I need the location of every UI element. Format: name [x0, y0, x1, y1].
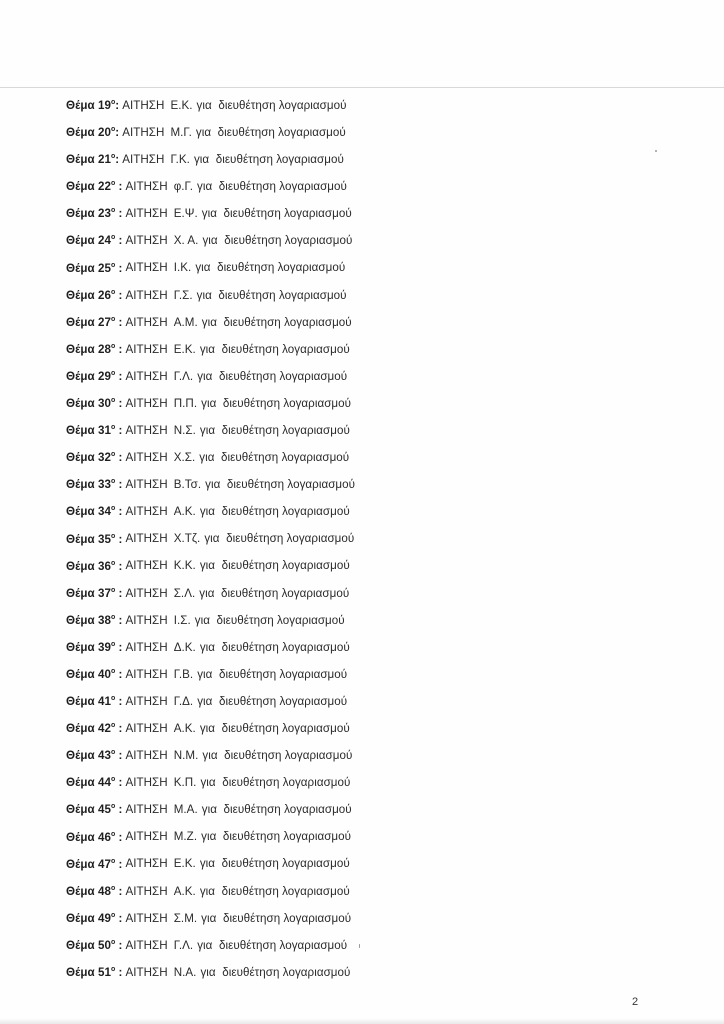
scan-bottom-edge	[0, 1018, 724, 1024]
item-ordinal-mark: ο	[110, 478, 116, 486]
item-description: για διευθέτηση λογαριασμού	[202, 234, 353, 248]
item-separator: :	[115, 613, 123, 627]
item-type: ΑΙΤΗΣΗ	[125, 342, 168, 356]
list-item	[66, 824, 355, 851]
item-type: ΑΙΤΗΣΗ	[125, 586, 168, 600]
item-type: ΑΙΤΗΣΗ	[125, 640, 168, 654]
item-initials: Γ.Β.	[173, 667, 194, 681]
agenda-item-list	[66, 92, 355, 986]
list-item	[66, 526, 355, 553]
item-initials: Ν.Α.	[173, 965, 197, 979]
item-ordinal-mark: ο	[110, 126, 116, 134]
item-description: για διευθέτηση λογαριασμού	[194, 613, 345, 627]
item-initials: Ε.Κ.	[173, 857, 196, 871]
item-separator: :	[115, 153, 120, 167]
item-description: για διευθέτηση λογαριασμού	[196, 288, 347, 302]
item-description: για διευθέτηση λογαριασμού	[197, 938, 348, 952]
item-separator: :	[115, 965, 123, 979]
item-number: Θέμα 45	[66, 803, 111, 817]
list-item	[66, 146, 355, 173]
item-ordinal-mark: ο	[110, 749, 116, 757]
item-initials: Ι.Σ.	[173, 613, 191, 627]
item-type: ΑΙΤΗΣΗ	[125, 532, 168, 546]
list-item	[66, 498, 355, 525]
item-type: ΑΙΤΗΣΗ	[125, 261, 168, 275]
item-type: ΑΙΤΗΣΗ	[125, 451, 168, 465]
item-type: ΑΙΤΗΣΗ	[125, 559, 168, 573]
list-item	[66, 715, 355, 742]
list-item	[66, 878, 355, 905]
page-number: 2	[632, 996, 639, 1008]
item-type: ΑΙΤΗΣΗ	[125, 965, 168, 979]
item-number: Θέμα 21	[66, 153, 111, 167]
item-ordinal-mark: ο	[110, 288, 116, 296]
list-item	[66, 742, 355, 769]
list-item	[66, 607, 355, 634]
item-ordinal-mark: ο	[110, 640, 116, 648]
item-number: Θέμα 36	[66, 559, 111, 573]
item-ordinal-mark: ο	[110, 234, 116, 242]
item-number: Θέμα 46	[66, 830, 111, 844]
item-type: ΑΙΤΗΣΗ	[125, 234, 168, 248]
item-number: Θέμα 50	[66, 938, 111, 952]
item-separator: :	[115, 423, 123, 437]
item-initials: Β.Τσ.	[173, 478, 202, 492]
list-item	[66, 363, 355, 390]
item-number: Θέμα 22	[66, 180, 111, 194]
item-ordinal-mark: ο	[110, 884, 116, 892]
item-initials: Ε.Κ.	[170, 98, 193, 112]
item-ordinal-mark: ο	[110, 397, 116, 405]
item-separator: :	[115, 207, 123, 221]
item-ordinal-mark: ο	[110, 586, 116, 594]
item-initials: Χ.Τζ.	[173, 532, 201, 546]
item-description: για διευθέτηση λογαριασμού	[200, 776, 351, 790]
item-number: Θέμα 27	[66, 315, 111, 329]
list-item	[66, 769, 355, 796]
item-ordinal-mark: ο	[110, 613, 116, 621]
list-item	[66, 553, 355, 580]
item-description: για διευθέτηση λογαριασμού	[196, 98, 347, 112]
item-ordinal-mark: ο	[110, 966, 116, 973]
item-ordinal-mark: ο	[110, 695, 116, 703]
item-description: για διευθέτηση λογαριασμού	[199, 505, 350, 519]
item-initials: Ε.Ψ.	[173, 207, 198, 221]
item-separator: :	[115, 803, 123, 817]
item-ordinal-mark: ο	[110, 424, 116, 432]
scan-speck	[359, 944, 360, 948]
list-item	[66, 200, 355, 227]
item-type: ΑΙΤΗΣΗ	[125, 613, 168, 627]
item-description: για διευθέτηση λογαριασμού	[202, 749, 353, 763]
item-separator: :	[115, 396, 123, 410]
scan-speck	[655, 150, 657, 152]
item-description: για διευθέτηση λογαριασμού	[199, 423, 350, 437]
item-initials: Γ.Σ.	[173, 288, 193, 302]
item-separator: :	[115, 180, 123, 194]
item-number: Θέμα 20	[66, 125, 111, 139]
item-initials: Σ.Μ.	[173, 911, 198, 925]
item-type: ΑΙΤΗΣΗ	[122, 98, 165, 112]
item-number: Θέμα 48	[66, 884, 111, 898]
item-description: για διευθέτηση λογαριασμού	[199, 722, 350, 736]
item-separator: :	[115, 694, 123, 708]
item-separator: :	[115, 98, 120, 112]
item-separator: :	[115, 640, 123, 654]
item-ordinal-mark: ο	[110, 342, 116, 350]
item-initials: Ν.Σ.	[173, 423, 196, 437]
item-separator: :	[115, 749, 123, 763]
item-separator: :	[115, 505, 123, 519]
item-description: για διευθέτηση λογαριασμού	[197, 667, 348, 681]
item-description: για διευθέτηση λογαριασμού	[201, 315, 352, 329]
item-separator: :	[115, 261, 123, 275]
item-type: ΑΙΤΗΣΗ	[125, 505, 168, 519]
item-separator: :	[115, 125, 120, 139]
item-type: ΑΙΤΗΣΗ	[125, 369, 168, 383]
item-initials: Α.Κ.	[173, 505, 196, 519]
item-number: Θέμα 38	[66, 613, 111, 627]
item-separator: :	[115, 559, 123, 573]
item-number: Θέμα 42	[66, 722, 111, 736]
item-description: για διευθέτηση λογαριασμού	[193, 153, 344, 167]
item-description: για διευθέτηση λογαριασμού	[204, 532, 355, 546]
item-initials: Γ.Δ.	[173, 694, 194, 708]
item-separator: :	[115, 451, 123, 465]
item-number: Θέμα 34	[66, 505, 111, 519]
item-description: για διευθέτηση λογαριασμού	[201, 911, 352, 925]
item-type: ΑΙΤΗΣΗ	[125, 288, 168, 302]
item-separator: :	[115, 911, 123, 925]
item-type: ΑΙΤΗΣΗ	[125, 884, 168, 898]
item-number: Θέμα 39	[66, 640, 111, 654]
item-initials: Α.Κ.	[173, 722, 196, 736]
list-item	[66, 796, 355, 823]
item-number: Θέμα 23	[66, 207, 111, 221]
item-number: Θέμα 40	[66, 667, 111, 681]
item-separator: :	[115, 857, 123, 871]
item-initials: Σ.Λ.	[173, 586, 196, 600]
item-ordinal-mark: ο	[110, 722, 116, 730]
item-ordinal-mark: ο	[110, 667, 116, 675]
list-item	[66, 444, 355, 471]
item-number: Θέμα 37	[66, 586, 111, 600]
item-ordinal-mark: ο	[110, 559, 116, 567]
item-separator: :	[115, 342, 123, 356]
item-number: Θέμα 32	[66, 451, 111, 465]
item-type: ΑΙΤΗΣΗ	[125, 776, 168, 790]
item-type: ΑΙΤΗΣΗ	[125, 749, 168, 763]
item-description: για διευθέτηση λογαριασμού	[199, 884, 350, 898]
item-separator: :	[115, 532, 123, 546]
item-number: Θέμα 49	[66, 911, 111, 925]
item-number: Θέμα 29	[66, 369, 111, 383]
scan-edge-line	[0, 87, 724, 88]
item-separator: :	[115, 315, 123, 329]
item-initials: Μ.Α.	[173, 803, 198, 817]
list-item	[66, 309, 355, 336]
item-type: ΑΙΤΗΣΗ	[125, 830, 168, 844]
list-item	[66, 471, 355, 498]
item-description: για διευθέτηση λογαριασμού	[199, 559, 350, 573]
item-ordinal-mark: ο	[110, 830, 116, 838]
item-type: ΑΙΤΗΣΗ	[125, 423, 168, 437]
item-separator: :	[115, 478, 123, 492]
item-number: Θέμα 33	[66, 478, 111, 492]
item-separator: :	[115, 884, 123, 898]
list-item	[66, 173, 355, 200]
list-item	[66, 255, 355, 282]
item-ordinal-mark: ο	[110, 315, 116, 323]
item-separator: :	[115, 722, 123, 736]
item-ordinal-mark: ο	[110, 938, 116, 946]
item-separator: :	[115, 234, 123, 248]
list-item	[66, 390, 355, 417]
item-ordinal-mark: ο	[110, 451, 116, 459]
item-initials: Χ.Σ.	[173, 451, 196, 465]
list-item	[66, 580, 355, 607]
list-item	[66, 282, 355, 309]
item-description: για διευθέτηση λογαριασμού	[195, 125, 346, 139]
item-ordinal-mark: ο	[110, 505, 116, 513]
item-description: για διευθέτηση λογαριασμού	[200, 965, 351, 979]
list-item	[66, 661, 355, 688]
list-item	[66, 905, 355, 932]
item-number: Θέμα 31	[66, 423, 111, 437]
item-type: ΑΙΤΗΣΗ	[122, 125, 165, 139]
item-number: Θέμα 43	[66, 749, 111, 763]
list-item	[66, 119, 355, 146]
item-description: για διευθέτηση λογαριασμού	[199, 857, 350, 871]
item-number: Θέμα 28	[66, 342, 111, 356]
item-ordinal-mark: ο	[110, 857, 116, 865]
item-description: για διευθέτηση λογαριασμού	[201, 830, 352, 844]
item-separator: :	[115, 369, 123, 383]
item-description: για διευθέτηση λογαριασμού	[196, 180, 347, 194]
item-initials: Ν.Μ.	[173, 749, 199, 763]
item-initials: Μ.Γ.	[170, 125, 192, 139]
list-item	[66, 932, 355, 959]
item-type: ΑΙΤΗΣΗ	[125, 938, 168, 952]
item-type: ΑΙΤΗΣΗ	[125, 667, 168, 681]
item-separator: :	[115, 776, 123, 790]
item-type: ΑΙΤΗΣΗ	[125, 315, 168, 329]
item-ordinal-mark: ο	[110, 776, 116, 784]
item-description: για διευθέτηση λογαριασμού	[197, 369, 348, 383]
item-description: για διευθέτηση λογαριασμού	[201, 803, 352, 817]
item-description: για διευθέτηση λογαριασμού	[201, 207, 352, 221]
item-ordinal-mark: ο	[110, 532, 116, 540]
item-description: για διευθέτηση λογαριασμού	[199, 586, 350, 600]
item-type: ΑΙΤΗΣΗ	[125, 911, 168, 925]
item-description: για διευθέτηση λογαριασμού	[205, 478, 356, 492]
list-item	[66, 634, 355, 661]
item-ordinal-mark: ο	[110, 180, 116, 188]
item-number: Θέμα 47	[66, 857, 111, 871]
item-initials: Π.Π.	[173, 396, 198, 410]
item-description: για διευθέτηση λογαριασμού	[199, 640, 350, 654]
list-item	[66, 851, 355, 878]
item-ordinal-mark: ο	[110, 261, 116, 269]
item-type: ΑΙΤΗΣΗ	[125, 857, 168, 871]
item-description: για διευθέτηση λογαριασμού	[201, 396, 352, 410]
item-number: Θέμα 41	[66, 694, 111, 708]
item-number: Θέμα 35	[66, 532, 111, 546]
item-type: ΑΙΤΗΣΗ	[125, 722, 168, 736]
item-ordinal-mark: ο	[110, 99, 116, 106]
item-initials: Κ.Π.	[173, 776, 197, 790]
item-initials: Κ.Κ.	[173, 559, 196, 573]
item-number: Θέμα 44	[66, 776, 111, 790]
item-initials: φ.Γ.	[173, 180, 193, 194]
item-initials: Γ.Λ.	[173, 938, 194, 952]
item-number: Θέμα 24	[66, 234, 111, 248]
list-item	[66, 336, 355, 363]
item-initials: Ε.Κ.	[173, 342, 196, 356]
item-description: για διευθέτηση λογαριασμού	[197, 694, 348, 708]
item-type: ΑΙΤΗΣΗ	[125, 207, 168, 221]
item-number: Θέμα 51	[66, 965, 111, 979]
list-item	[66, 417, 355, 444]
item-type: ΑΙΤΗΣΗ	[125, 803, 168, 817]
item-initials: Δ.Κ.	[173, 640, 196, 654]
item-description: για διευθέτηση λογαριασμού	[199, 342, 350, 356]
item-number: Θέμα 26	[66, 288, 111, 302]
item-type: ΑΙΤΗΣΗ	[125, 694, 168, 708]
item-initials: Μ.Ζ.	[173, 830, 198, 844]
item-type: ΑΙΤΗΣΗ	[122, 153, 165, 167]
item-ordinal-mark: ο	[110, 911, 116, 919]
item-type: ΑΙΤΗΣΗ	[125, 478, 168, 492]
item-initials: Ι.Κ.	[173, 261, 192, 275]
item-type: ΑΙΤΗΣΗ	[125, 396, 168, 410]
item-ordinal-mark: ο	[110, 803, 116, 811]
item-separator: :	[115, 288, 123, 302]
item-separator: :	[115, 586, 123, 600]
item-description: για διευθέτηση λογαριασμού	[199, 451, 350, 465]
list-item	[66, 688, 355, 715]
item-initials: Α.Κ.	[173, 884, 196, 898]
item-description: για διευθέτηση λογαριασμού	[195, 261, 346, 275]
item-initials: Γ.Κ.	[170, 153, 190, 167]
list-item	[66, 92, 355, 119]
item-initials: Γ.Λ.	[173, 369, 194, 383]
item-ordinal-mark: ο	[110, 369, 116, 377]
item-type: ΑΙΤΗΣΗ	[125, 180, 168, 194]
item-ordinal-mark: ο	[110, 153, 116, 161]
item-separator: :	[115, 667, 123, 681]
item-initials: Χ. Α.	[173, 234, 199, 248]
item-number: Θέμα 25	[66, 261, 111, 275]
item-separator: :	[115, 938, 123, 952]
item-ordinal-mark: ο	[110, 207, 116, 215]
list-item	[66, 959, 355, 986]
item-initials: Α.Μ.	[173, 315, 198, 329]
item-number: Θέμα 19	[66, 98, 111, 112]
list-item	[66, 227, 355, 254]
item-separator: :	[115, 830, 123, 844]
item-number: Θέμα 30	[66, 396, 111, 410]
